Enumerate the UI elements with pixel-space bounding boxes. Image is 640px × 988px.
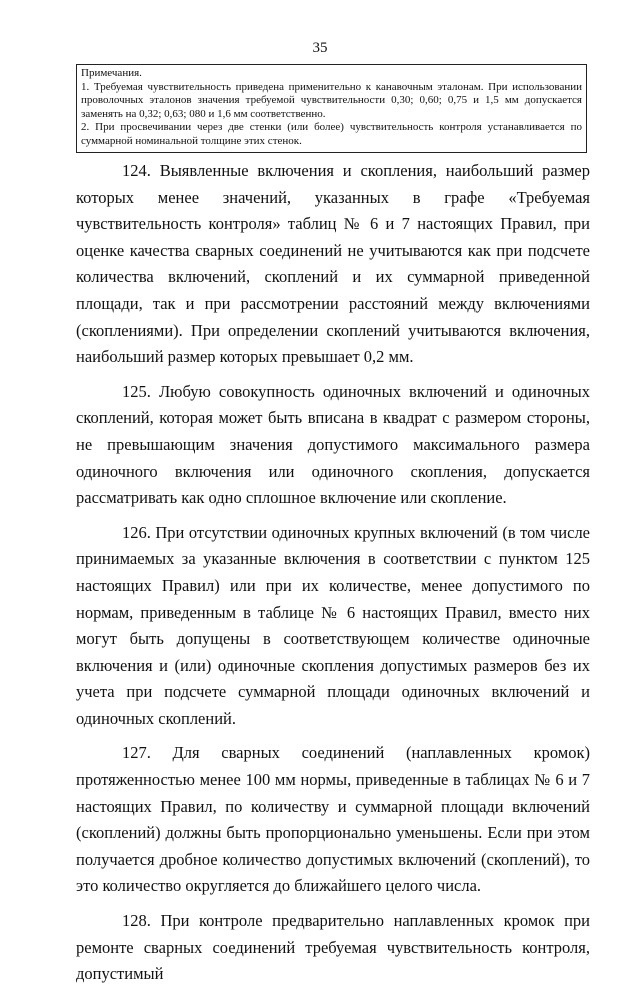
notes-title: Примечания. xyxy=(81,67,142,79)
note-item-1: 1. Требуемая чувствительность приведена применительно к канавочным эталонам. При использовании проволочных эталонов значения требуемой чувствительности 0,30; 0,60; 0,75 и 1,5 мм допускается заменять на 0,32; 0,63; 080 и 1,6 мм соответственно. xyxy=(81,80,582,120)
document-body xyxy=(76,158,590,988)
paragraph-125: 125. Любую совокупность одиночных включений и одиночных скоплений, которая может быть вписана в квадрат с размером стороны, не превышающим значения допустимого максимального размера одиночного включения или одиночного скопления, допускается рассматривать как одно сплошное включение или скопление. xyxy=(76,381,590,508)
paragraph-126: 126. При отсутствии одиночных крупных включений (в том числе принимаемых за указанные включения в соответствии с пунктом 125 настоящих Правил) или при их количестве, менее допустимого по нормам, приведенным в таблице № 6 настоящих Правил, вместо них могут быть допущены в соответствующем количестве одиночные включения и (или) одиночные скопления допустимых размеров без их учета при подсчете суммарной площади одиночных включений и одиночных скоплений. xyxy=(76,522,590,728)
paragraph-124: 124. Выявленные включения и скопления, наибольший размер которых менее значений, указанных в графе «Требуемая чувствительность контроля» таблиц № 6 и 7 настоящих Правил, при оценке качества сварных соединений не учитываются как при подсчете количества включений, скоплений и их суммарной приведенной площади, так и при рассмотрении расстояний между включениями (скоплениями). При определении скоплений учитываются включения, наибольший размер которых превышает 0,2 мм. xyxy=(76,161,590,367)
paragraph-128: 128. При контроле предварительно наплавленных кромок при ремонте сварных соединений требуемая чувствительность контроля, допустимый xyxy=(76,911,590,984)
notes-box xyxy=(76,64,587,153)
page-number: 35 xyxy=(312,40,328,56)
paragraph-127: 127. Для сварных соединений (наплавленных кромок) протяженностью менее 100 мм нормы, приведенные в таблицах № 6 и 7 настоящих Правил, по количеству и суммарной площади включений (скоплений) должны быть пропорционально уменьшены. Если при этом получается дробное количество допустимых включений (скоплений), то это количество округляется до ближайшего целого числа. xyxy=(76,743,590,896)
note-item-2: 2. При просвечивании через две стенки (или более) чувствительность контроля устанавливается по суммарной номинальной толщине этих стенок. xyxy=(81,121,582,147)
